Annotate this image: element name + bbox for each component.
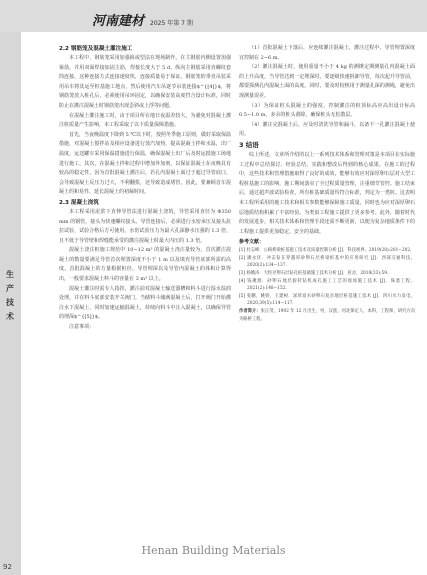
issue-number: 2025 年第 7 期 [150, 20, 193, 27]
page-header [0, 0, 427, 32]
header-title-group [92, 10, 193, 29]
paragraph: 本工程采用泥浆下直伸导管法进行混凝土浇筑，导管采用直径为 Φ350 mm 的钢管，接头为快速螺纹接头。导管连接后，必须进行水密承压及接头抗拉试验，试验合格后方可使用。水密试验压力为最大孔深静水压强的 1.3 倍，且不低于导管壁和焊缝能承受的灌注混凝土时最大内压的 1.3 倍。 [59, 208, 231, 244]
journal-title: 河南建材 [92, 14, 145, 29]
author-bio-text: 张正茂，1992 年 12 月出生，男，汉族，河北保定人，本科，工程师，研究方向为路桥工程。 [239, 309, 416, 322]
paragraph: 本工程中，钢筋笼采用加强箍或型法在现场制作。在主钢筋内侧设置加强箍筋，并用双面焊接加固主筋，焊接长度大于 5 d。纵向主钢筋采用直螺纹套筒连接，这种连接方式连接速度快，连接质量易于保证。钢筋笼的垂直吊装采用吊车将其运至桩基施工地点，然后使用汽车吊逐节吊装连接$^{[4]}$，将钢筋笼放入桩孔后，必须使用吊环固定，以确保安装高度符合设计标准，同时防止在灌注混凝土时钢筋笼出现歪斜或上浮等问题。 [59, 55, 231, 109]
footer-journal-name: Henan Building Materials [141, 544, 286, 557]
paragraph: （3）为保证桩头混凝土的强度，控制灌注的桩顶标高应高出设计标高 0.5−1.0 m，多余的桩头凿除，确保桩头无松散层。 [239, 102, 415, 119]
paragraph: 在混凝土灌注施工时，由于项目所在地日夜温差较大，为避免对混凝土灌注桩质量产生影响，本工程采取了以下质量保障措施。 [59, 112, 231, 129]
right-column [239, 44, 415, 323]
section-category-label: 生产技术 [6, 270, 14, 321]
author-bio-label: 作者简介： [239, 309, 261, 315]
paragraph: 首先，当夜晚温度下降到 5 ℃以下时，按照冬季施工原则，做好采取保温措施，对混凝土搅拌站及相应设备进行蒸汽加热，提高混凝土拌和水温，出厂温度。运送罐车采用保温措施进行保温，确保混凝土出厂后及时运抵施工场地进行施工。其次，在混凝土拌和过程中增加外加剂，以保证混凝土在夜晚具有较高的稳定性，因为首批混凝土灌注后，若孔内混凝土面过于超过导管底口，会导致混凝土反压力过大，不利翻浆，还导致造成堵管，因此，要兼顾首车混凝土的和易性、延长混凝土的初凝时间。 [59, 131, 231, 196]
paragraph: 注意事项： [69, 324, 95, 331]
page-number: 92 [3, 563, 12, 571]
section-heading-2-2: 2.2 钢筋笼及混凝土灌注施工 [59, 46, 133, 52]
author-bio [239, 308, 415, 323]
reference-item: [3] 杨娥涛．大粒径卵石层钻孔桩基础施工技术分析 [J]．居舍，2018(33):59. [239, 271, 389, 277]
paragraph: （1）首批混凝土下落后，应连续灌注混凝土，灌注过程中，导管埋置深度宜控制在 2−6 m。 [239, 45, 415, 61]
paragraph: （2）灌注混凝土时，使用重量不小于 4 kg 的测锤定期测量孔内混凝土面的上升高度，当导管达到一定埋深时，要逐级快速拆卸导管，每次起升导管前，都要探测孔内混凝土面的高度。同时，要及时校核用于测量孔深的测绳，避免出现测量误差。 [239, 64, 415, 99]
paragraph: 综上所述，文章所介绍的以上一系列技术体系和管理对策是本项目在实际施工过程中总结探讨、经验总结、实践和整改后得到的核心成果。在施工的过程中，这些技术和管理措施取得了良好的成效，能够有效应对深厚卵石层对大型工程桩基施工的影响，施工期间落实了全过程质量管理，注重细节管控。施工结束后，通过超声波试验检查，所有桩基础质量均符合标准，判定为一类桩。这表明本工程所采用的施工技术和相关参数能够保障施工质量，同时也为应对深厚卵石层地质结构积累了丰富经验。为类似工程施工提供了更多参考。此外，随着时代的发展进步，相关技术体系和管理手段还需不断更新，以便为复杂地质条件下的工程施工提供更加稳定、安全的基础。 [239, 151, 415, 235]
reference-item: [1] 杜志峰．公路桥梁桩基施工技术及质量控制分析 [J]．科技视界，2019(28):201−202. [239, 248, 412, 254]
reference-item: [2] 潘永洋．冲击钻在穿越厚砂卵石层桥梁桩基中的应用研究 [J]．西部交通科技，2020(2):134−137. [239, 255, 415, 269]
reference-item: [4] 钱聚源．砂卵石地层旋转钻机成孔施工工艺的现场施工技术 [J]．珠塞工程，2021(2):148−152. [239, 278, 415, 292]
left-column [59, 44, 231, 333]
paragraph: 混凝土浇注桩施工规范中 10−12 m³ 的混凝土浇注量较为，首次灌注混凝土的数量要满足导管首次埋置深度不小于 1 m 以及填充导管底部所需的高度。首批混凝土的方量根据桩径、导管埋深以及导管内混凝土的体积计算得出，一般要求混凝土料斗的容量在 3 m³ 以上。 [59, 247, 231, 283]
section-heading-3: 3 结语 [239, 140, 259, 149]
section-heading-2-3: 2.3 混凝土浇筑 [59, 199, 99, 206]
side-band [0, 32, 21, 575]
references-title: 参考文献： [239, 239, 265, 246]
paragraph: （4）灌注完混凝土后，应及时清洗导管和漏斗，以备下一孔灌注混凝土使用。 [239, 121, 415, 138]
reference-item: [5] 张鹏，姚娇，王建树．深厚富水砂卵石复杂地层桩基施工技术 [J]．四川水力发电，2020,39(5):114−117. [239, 293, 415, 307]
paragraph: 混凝土灌注时需专人指挥，灌注前对混凝土输送溜槽和料斗进行湿水湿润处理，并在料斗底部安装开关阀门。当储料斗储满混凝土后，打开阀门开始灌注水下混凝土，同时加速运输混凝土，持续向料斗中注入混凝土，以确保导管的埋深$^{[5]}$。 [59, 285, 231, 321]
